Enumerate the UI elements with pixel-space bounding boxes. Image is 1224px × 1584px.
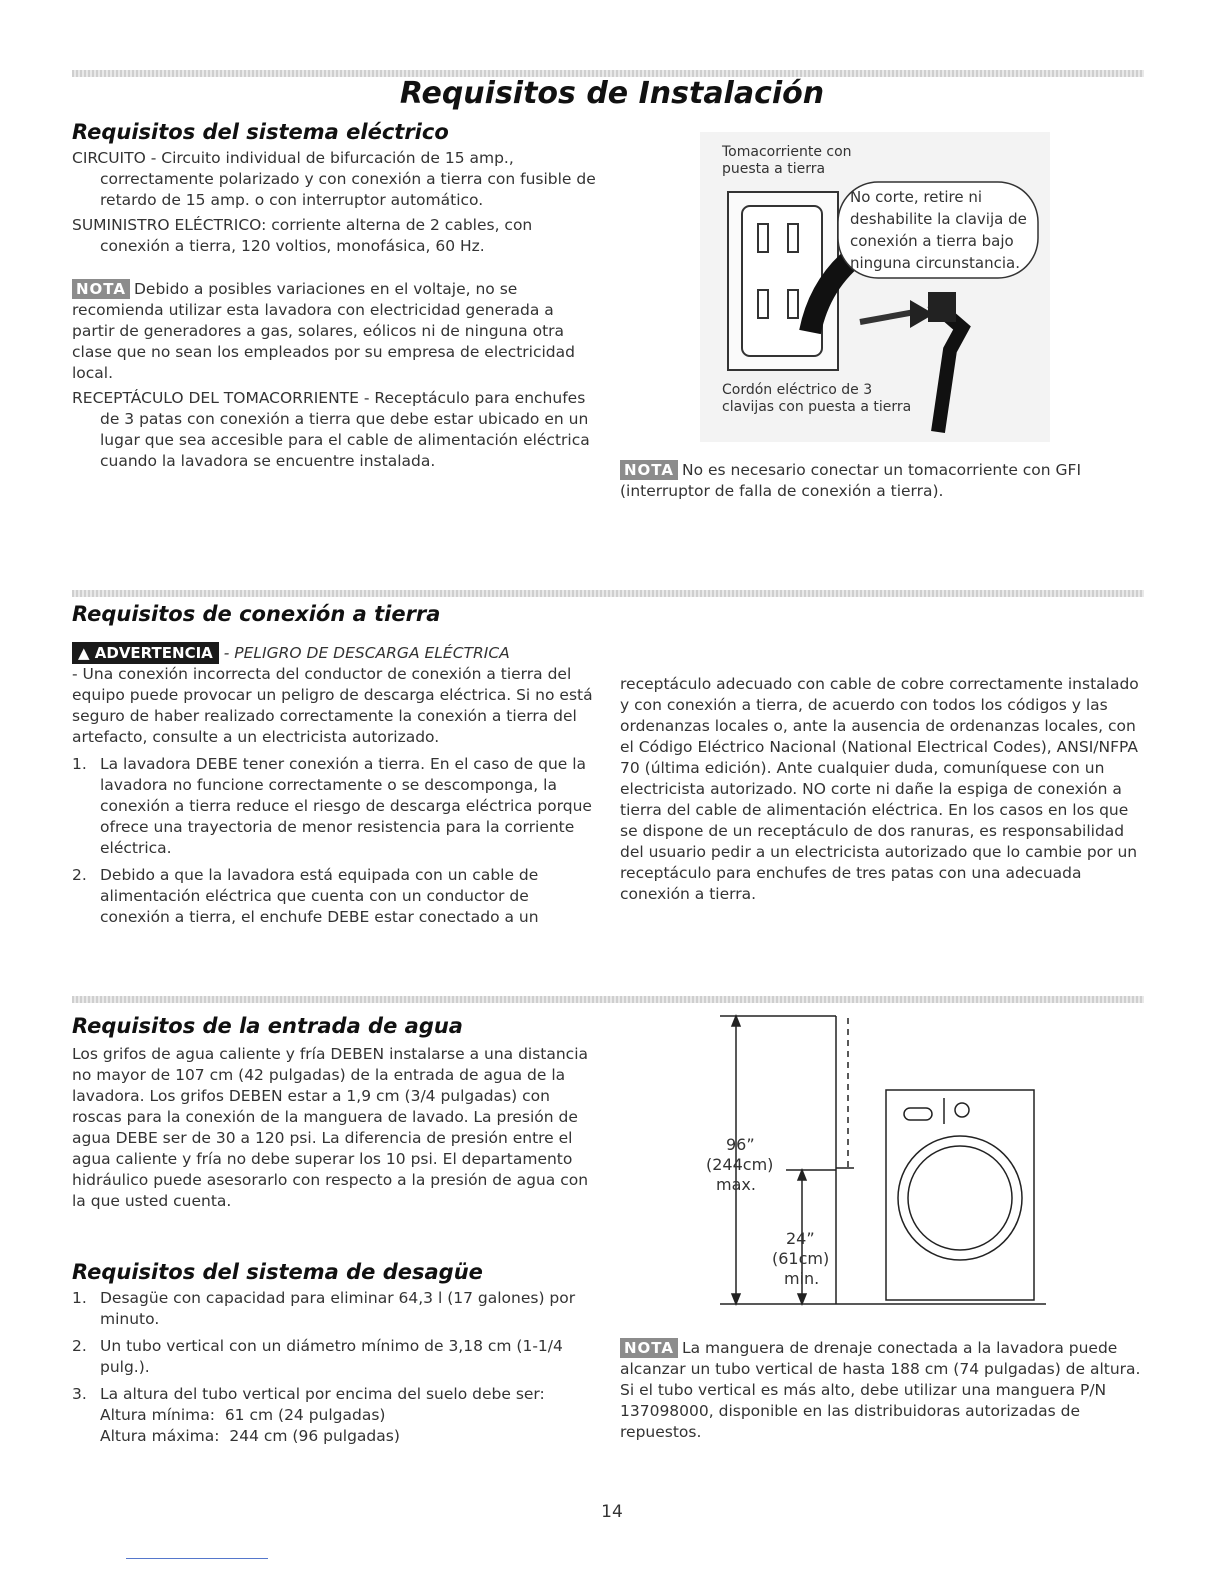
drain-min-line: Altura mínima: 61 cm (24 pulgadas) [100,1406,386,1424]
max-label-3: max. [716,1175,756,1194]
drain-max-line: Altura máxima: 244 cm (96 pulgadas) [100,1427,400,1445]
warning-text: - Una conexión incorrecta del conductor de conexión a tierra del equipo puede provocar un peligro de descarga eléctrica. Si no está seguro de haber realizado correctamente la conexión a tierra del artefacto, consulte a un electricista autorizado. [72,665,593,746]
grounding-body [72,642,598,934]
max-label-2: (244cm) [706,1155,774,1174]
min-label-1: 24” [786,1229,815,1248]
warning-label: ADVERTENCIA [94,644,213,662]
drain-note-text: La manguera de drenaje conectada a la lavadora puede alcanzar un tubo vertical de hasta 188 cm (74 pulgadas) de altura. Si el tubo vertical es más alto, debe utilizar una manguera P/N 137098000, disponible en las distribuidoras autorizadas de repuestos. [620,1339,1141,1441]
warning-tail: - PELIGRO DE DESCARGA ELÉCTRICA [223,644,510,662]
nota-badge: NOTA [72,279,130,299]
grounding-item-2 [72,865,598,928]
warning-badge: ▲ ADVERTENCIA [72,642,219,664]
item-number: 1. [72,1289,87,1307]
receptaculo-text: RECEPTÁCULO DEL TOMACORRIENTE - Receptáculo para enchufes de 3 patas con conexión a tierra que debe estar ubicado en un lugar que sea accesible para el cable de alimentación eléctrica cuando la lavadora se encuentre instalada. [72,389,590,470]
grounding-heading: Requisitos de conexión a tierra [72,602,441,626]
water-text: Los grifos de agua caliente y fría DEBEN instalarse a una distancia no mayor de 107 cm (42 pulgadas) de la entrada de agua de la lavadora. Los grifos DEBEN estar a 1,9 cm (3/4 pulgadas) con roscas para la conexión de la manguera de lavado. La presión de agua DEBE ser de 30 a 120 psi. La diferencia de presión entre el agua caliente y fría no debe superar los 10 psi. El departamento hidráulico puede asesorarlo con respecto a la presión de agua con la que usted cuenta. [72,1045,589,1210]
min-label-2: (61cm) [772,1249,830,1268]
nota-badge: NOTA [620,460,678,480]
grounding-item-1 [72,754,598,859]
item-number: 2. [72,866,87,884]
page-title: Requisitos de Instalación [399,76,825,111]
page-number: 14 [601,1502,623,1522]
max-label-1: 96” [726,1135,755,1154]
suministro-text: SUMINISTRO ELÉCTRICO: corriente alterna de 2 cables, con conexión a tierra, 120 voltios, monofásica, 60 Hz. [72,216,533,255]
section-rule [72,996,1144,1003]
outlet-warning-label: No corte, retire ni deshabilite la clavija de conexión a tierra bajo ninguna circunstancia. [850,188,1027,272]
electrical-body [72,148,598,476]
outlet-note-text: No es necesario conectar un tomacorriente con GFI (interruptor de falla de conexión a tierra). [620,461,1082,500]
drain-heading: Requisitos del sistema de desagüe [72,1260,483,1284]
item-text: La lavadora DEBE tener conexión a tierra. En el caso de que la lavadora no funcione correctamente o se descomponga, la conexión a tierra reduce el riesgo de descarga eléctrica porque ofrece una trayectoria de menor resistencia para la corriente eléctrica. [100,755,592,857]
section-rule [72,590,1144,597]
min-label-3: min. [784,1269,820,1288]
item-text: Desagüe con capacidad para eliminar 64,3 l (17 galones) por minuto. [100,1289,576,1328]
cord-label: Cordón eléctrico de 3 clavijas con puesta a tierra [722,382,912,415]
drain-item-3 [72,1384,598,1447]
item-number: 2. [72,1337,87,1355]
grounding-continued: receptáculo adecuado con cable de cobre correctamente instalado y con conexión a tierra, de acuerdo con todos los códigos y las ordenanzas locales o, ante la ausencia de ordenanzas locales, con el Código Eléctrico Nacional (National Electrical Codes), ANSI/NFPA 70 (última edición). Ante cualquier duda, comuníquese con un electricista autorizado. NO corte ni dañe la espiga de conexión a tierra del cable de alimentación eléctrica. En los casos en los que se dispone de un receptáculo de dos ranuras, es responsabilidad del usuario pedir a un electricista autorizado que lo cambie por un receptáculo para enchufes de tres patas con una adecuada conexión a tierra. [620,675,1139,903]
item-number: 3. [72,1385,87,1403]
electrical-note-text: Debido a posibles variaciones en el voltaje, no se recomienda utilizar esta lavadora con electricidad generada a partir de generadores a gas, solares, eólicos ni de ninguna otra clase que no sean los empleados por su empresa de electricidad local. [72,280,575,382]
item-text: Debido a que la lavadora está equipada con un cable de alimentación eléctrica que cuenta con un conductor de conexión a tierra, el enchufe DEBE estar conectado a un [100,866,539,926]
height-figure [700,1012,1060,1312]
outlet-note [620,460,1140,502]
grounding-warning [72,642,598,664]
outlet-label: Tomacorriente con puesta a tierra [722,144,852,177]
drain-note [620,1338,1144,1443]
nota-badge: NOTA [620,1338,678,1358]
electrical-note [72,279,598,384]
drain-item-1 [72,1288,598,1330]
drain-item-2 [72,1336,598,1378]
item-number: 1. [72,755,87,773]
outlet-figure [700,132,1050,442]
item-text: La altura del tubo vertical por encima del suelo debe ser: [100,1385,545,1403]
circuito-text: CIRCUITO - Circuito individual de bifurcación de 15 amp., correctamente polarizado y con conexión a tierra con fusible de retardo de 15 amp. o con interruptor automático. [72,149,596,209]
electrical-heading: Requisitos del sistema eléctrico [72,120,449,144]
water-heading: Requisitos de la entrada de agua [72,1014,463,1038]
footer-line [126,1558,268,1559]
item-text: Un tubo vertical con un diámetro mínimo de 3,18 cm (1-1/4 pulg.). [100,1337,563,1376]
drain-body [72,1288,598,1453]
